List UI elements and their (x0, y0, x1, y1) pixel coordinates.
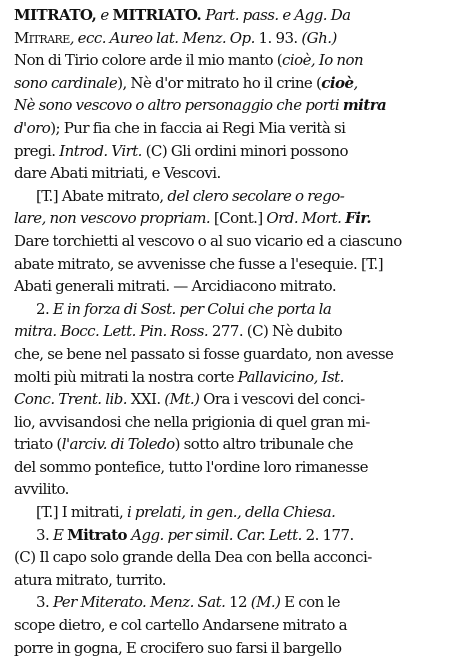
entry-line (14, 433, 464, 456)
text-run: Nè sono vescovo o altro personaggio che porti (14, 96, 343, 115)
text-run: d'oro (14, 118, 51, 137)
text-run: E (52, 525, 68, 544)
text-run: Agg. per simil. Car. Lett. (131, 525, 306, 544)
entry-line (14, 49, 464, 72)
text-run: cioè, Io non (282, 51, 364, 70)
text-run: ); Pur fia che in faccia ai Regi Mia verità si (50, 118, 346, 137)
entry-line (14, 637, 464, 659)
text-run: mitra. Bocc. Lett. Pin. Ross. (14, 322, 212, 341)
entry-line (14, 140, 464, 163)
text-run: (Gh.) (301, 28, 337, 47)
entry-line (14, 478, 464, 501)
text-run: 2. 177. (305, 525, 354, 544)
text-run: abate mitrato, se avvenisse che fusse a l'esequie. [T.] (14, 254, 384, 273)
entry-line (14, 4, 464, 27)
entry-line (14, 569, 464, 592)
text-run: [T.] I mitrati, (36, 503, 127, 522)
text-run: Conc. Trent. lib. (14, 390, 131, 409)
text-run: E con le (284, 593, 340, 612)
text-run: mitra (342, 96, 387, 115)
entry-line (14, 275, 464, 298)
entry-line (14, 546, 464, 569)
text-run: 12 (229, 593, 251, 612)
text-run: scope dietro, e col cartello Andarsene mitrato a (14, 616, 347, 635)
text-run: , (353, 73, 358, 92)
entry-line (14, 94, 464, 117)
text-run: 277. (C) Nè dubito (211, 322, 343, 341)
entry-line (14, 207, 464, 230)
entry-line (14, 185, 464, 208)
text-run: Non di Tirio colore arde il mio manto ( (14, 51, 282, 70)
text-run: dare Abati mitriati, e Vescovi. (14, 164, 221, 183)
text-run: sono cardinale (14, 73, 118, 92)
entry-line (14, 298, 464, 321)
text-run: avvilito. (14, 480, 69, 499)
entry-line (14, 501, 464, 524)
dictionary-entry-mitrato (14, 4, 464, 659)
text-run: Introd. Virt. (59, 141, 146, 160)
entry-line (14, 388, 464, 411)
entry-line (14, 117, 464, 140)
text-run: 1. 93. (258, 28, 302, 47)
text-run: Dare torchietti al vescovo o al suo vicario ed a ciascuno (14, 231, 402, 250)
text-run: i prelati, in gen., della Chiesa. (126, 503, 336, 522)
text-run: 3. (36, 525, 53, 544)
text-run: del sommo pontefice, tutto l'ordine loro rimanesse (14, 457, 368, 476)
text-run: Ord. Mort. (266, 209, 346, 228)
text-run: Abati generali mitrati. — Arcidiacono mitrato. (14, 277, 337, 296)
text-run: [T.] Abate mitrato, (36, 186, 168, 205)
entry-line (14, 456, 464, 479)
text-run: (Mt.) (164, 390, 204, 409)
entry-line (14, 524, 464, 547)
text-run: (C) Il capo solo grande della Dea con bella acconci- (14, 548, 372, 567)
text-run: [Cont.] (213, 209, 267, 228)
text-run: l'arciv. di Toledo (61, 435, 175, 454)
text-run: , ecc. Aureo lat. Menz. Op. (69, 28, 259, 47)
text-run: cioè (321, 73, 354, 92)
text-run: Part. pass. e Agg. Da (205, 6, 351, 24)
text-run: porre in gogna, E crocifero suo farsi il bargello (14, 638, 342, 657)
text-run: ), Nè d'or mitrato ho il crine ( (117, 73, 322, 92)
text-run: lio, avvisandosi che nella prigionia di quel gran mi- (14, 412, 370, 431)
text-run: MITRIATO. (112, 6, 206, 24)
entry-line (14, 320, 464, 343)
text-run: lare, non vescovo propriam. (14, 209, 214, 228)
text-run: Mitrato (67, 525, 132, 544)
text-run: E in forza di Sost. per Colui che porta la (52, 299, 332, 318)
entry-line (14, 27, 464, 50)
text-run: Pallavicino, Ist. (237, 367, 344, 386)
text-run: molti più mitrati la nostra corte (14, 367, 238, 386)
text-run: XXI. (130, 390, 165, 409)
text-run: e (100, 6, 113, 24)
text-run: che, se bene nel passato si fosse guardato, non avesse (14, 344, 394, 363)
text-run: del clero secolare o rego- (167, 186, 345, 205)
entry-line (14, 253, 464, 276)
text-run: Fir. (345, 209, 372, 228)
entry-line (14, 614, 464, 637)
text-run: (M.) (250, 593, 285, 612)
text-run: MITRATO, (14, 6, 101, 24)
entry-line (14, 366, 464, 389)
text-run: Mitrare (14, 28, 70, 47)
text-run: Per Miterato. Menz. Sat. (52, 593, 230, 612)
entry-line (14, 72, 464, 95)
entry-line (14, 162, 464, 185)
text-run: 2. (36, 299, 53, 318)
text-run: atura mitrato, turrito. (14, 570, 167, 589)
text-run: 3. (36, 593, 53, 612)
text-run: triato ( (14, 435, 62, 454)
text-run: Ora i vescovi del conci- (203, 390, 365, 409)
entry-line (14, 411, 464, 434)
text-run: ) sotto altro tribunale che (174, 435, 353, 454)
entry-line (14, 591, 464, 614)
entry-line (14, 230, 464, 253)
entry-line (14, 343, 464, 366)
text-run: (C) Gli ordini minori possono (145, 141, 348, 160)
text-run: pregi. (14, 141, 60, 160)
